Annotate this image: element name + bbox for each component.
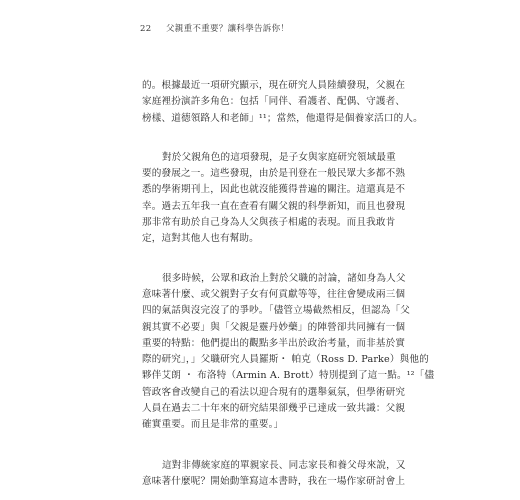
text-line: 要的發展之一。這些發現，由於是刊登在一般民眾大多都不熟 [142,168,406,180]
page-number: 22 [140,24,152,34]
text-line: 人員在過去二十年來的研究結果卻幾乎已達成一致共識：父親 [142,403,406,415]
text-line: 意味著什麼呢？開始動筆寫這本書時，我在一場作家研討會上 [142,475,406,487]
text-line: 對於父親角色的這項發現，是子女與家庭研究領域最重 [162,151,396,163]
text-line: 意味著什麼、或父親對子女有何貢獻等等，往往會變成兩三個 [142,288,406,300]
paragraph [142,78,423,127]
text-line: 重要的特點：他們提出的觀點多半出於政治考量，而非基於實 [142,337,406,349]
text-line: 幸。過去五年我一直在查看有關父親的科學新知，而且也發現 [142,200,406,212]
text-line: 親其實不必要」與「父親是靈丹妙藥」的陣營卻共同擁有一個 [142,321,406,333]
running-head [140,22,289,34]
running-title: 父親重不重要？讓科學告訴你！ [166,24,290,34]
text-line: 家庭裡扮演許多角色：包括「同伴、看護者、配偶、守護者、 [142,96,406,108]
text-line: 這對非傳統家庭的單親家長、同志家長和養父母來說，又 [162,459,406,471]
text-line: 確實重要。而且是非常的重要。」 [142,419,284,431]
paragraph [142,271,435,434]
text-line: 很多時候，公眾和政治上對於父職的討論，諸如身為人父 [162,272,406,284]
paragraph [142,458,406,491]
text-line: 榜樣、道德領路人和老師」¹¹；當然，他還得是個養家活口的人。 [142,112,423,124]
paragraph [142,150,406,248]
text-line: 那非常有助於自己身為人父與孩子相處的表現。而且我敢肯 [142,217,396,229]
text-line: 四的氣話與沒完沒了的爭吵。「儘管立場截然相反，但認為「父 [142,305,411,317]
text-line: 悉的學術期刊上，因此也就沒能獲得普遍的關注。這還真是不 [142,184,406,196]
text-line: 定，這對其他人也有幫助。 [142,233,259,245]
text-line: 際的研究」，」父職研究人員羅斯・ 帕克（Ross D. Parke）與他的 [142,354,429,366]
text-line: 管政客會改變自己的看法以迎合現有的選舉氣氛，但學術研究 [142,386,406,398]
body-text [142,78,435,490]
text-line: 的。根據最近一項研究顯示，現在研究人員陸續發現，父親在 [142,80,406,91]
text-line: 夥伴艾朗 ・ 布洛特（Armin A. Brott）特別提到了這一點。¹²「儘 [142,370,435,382]
